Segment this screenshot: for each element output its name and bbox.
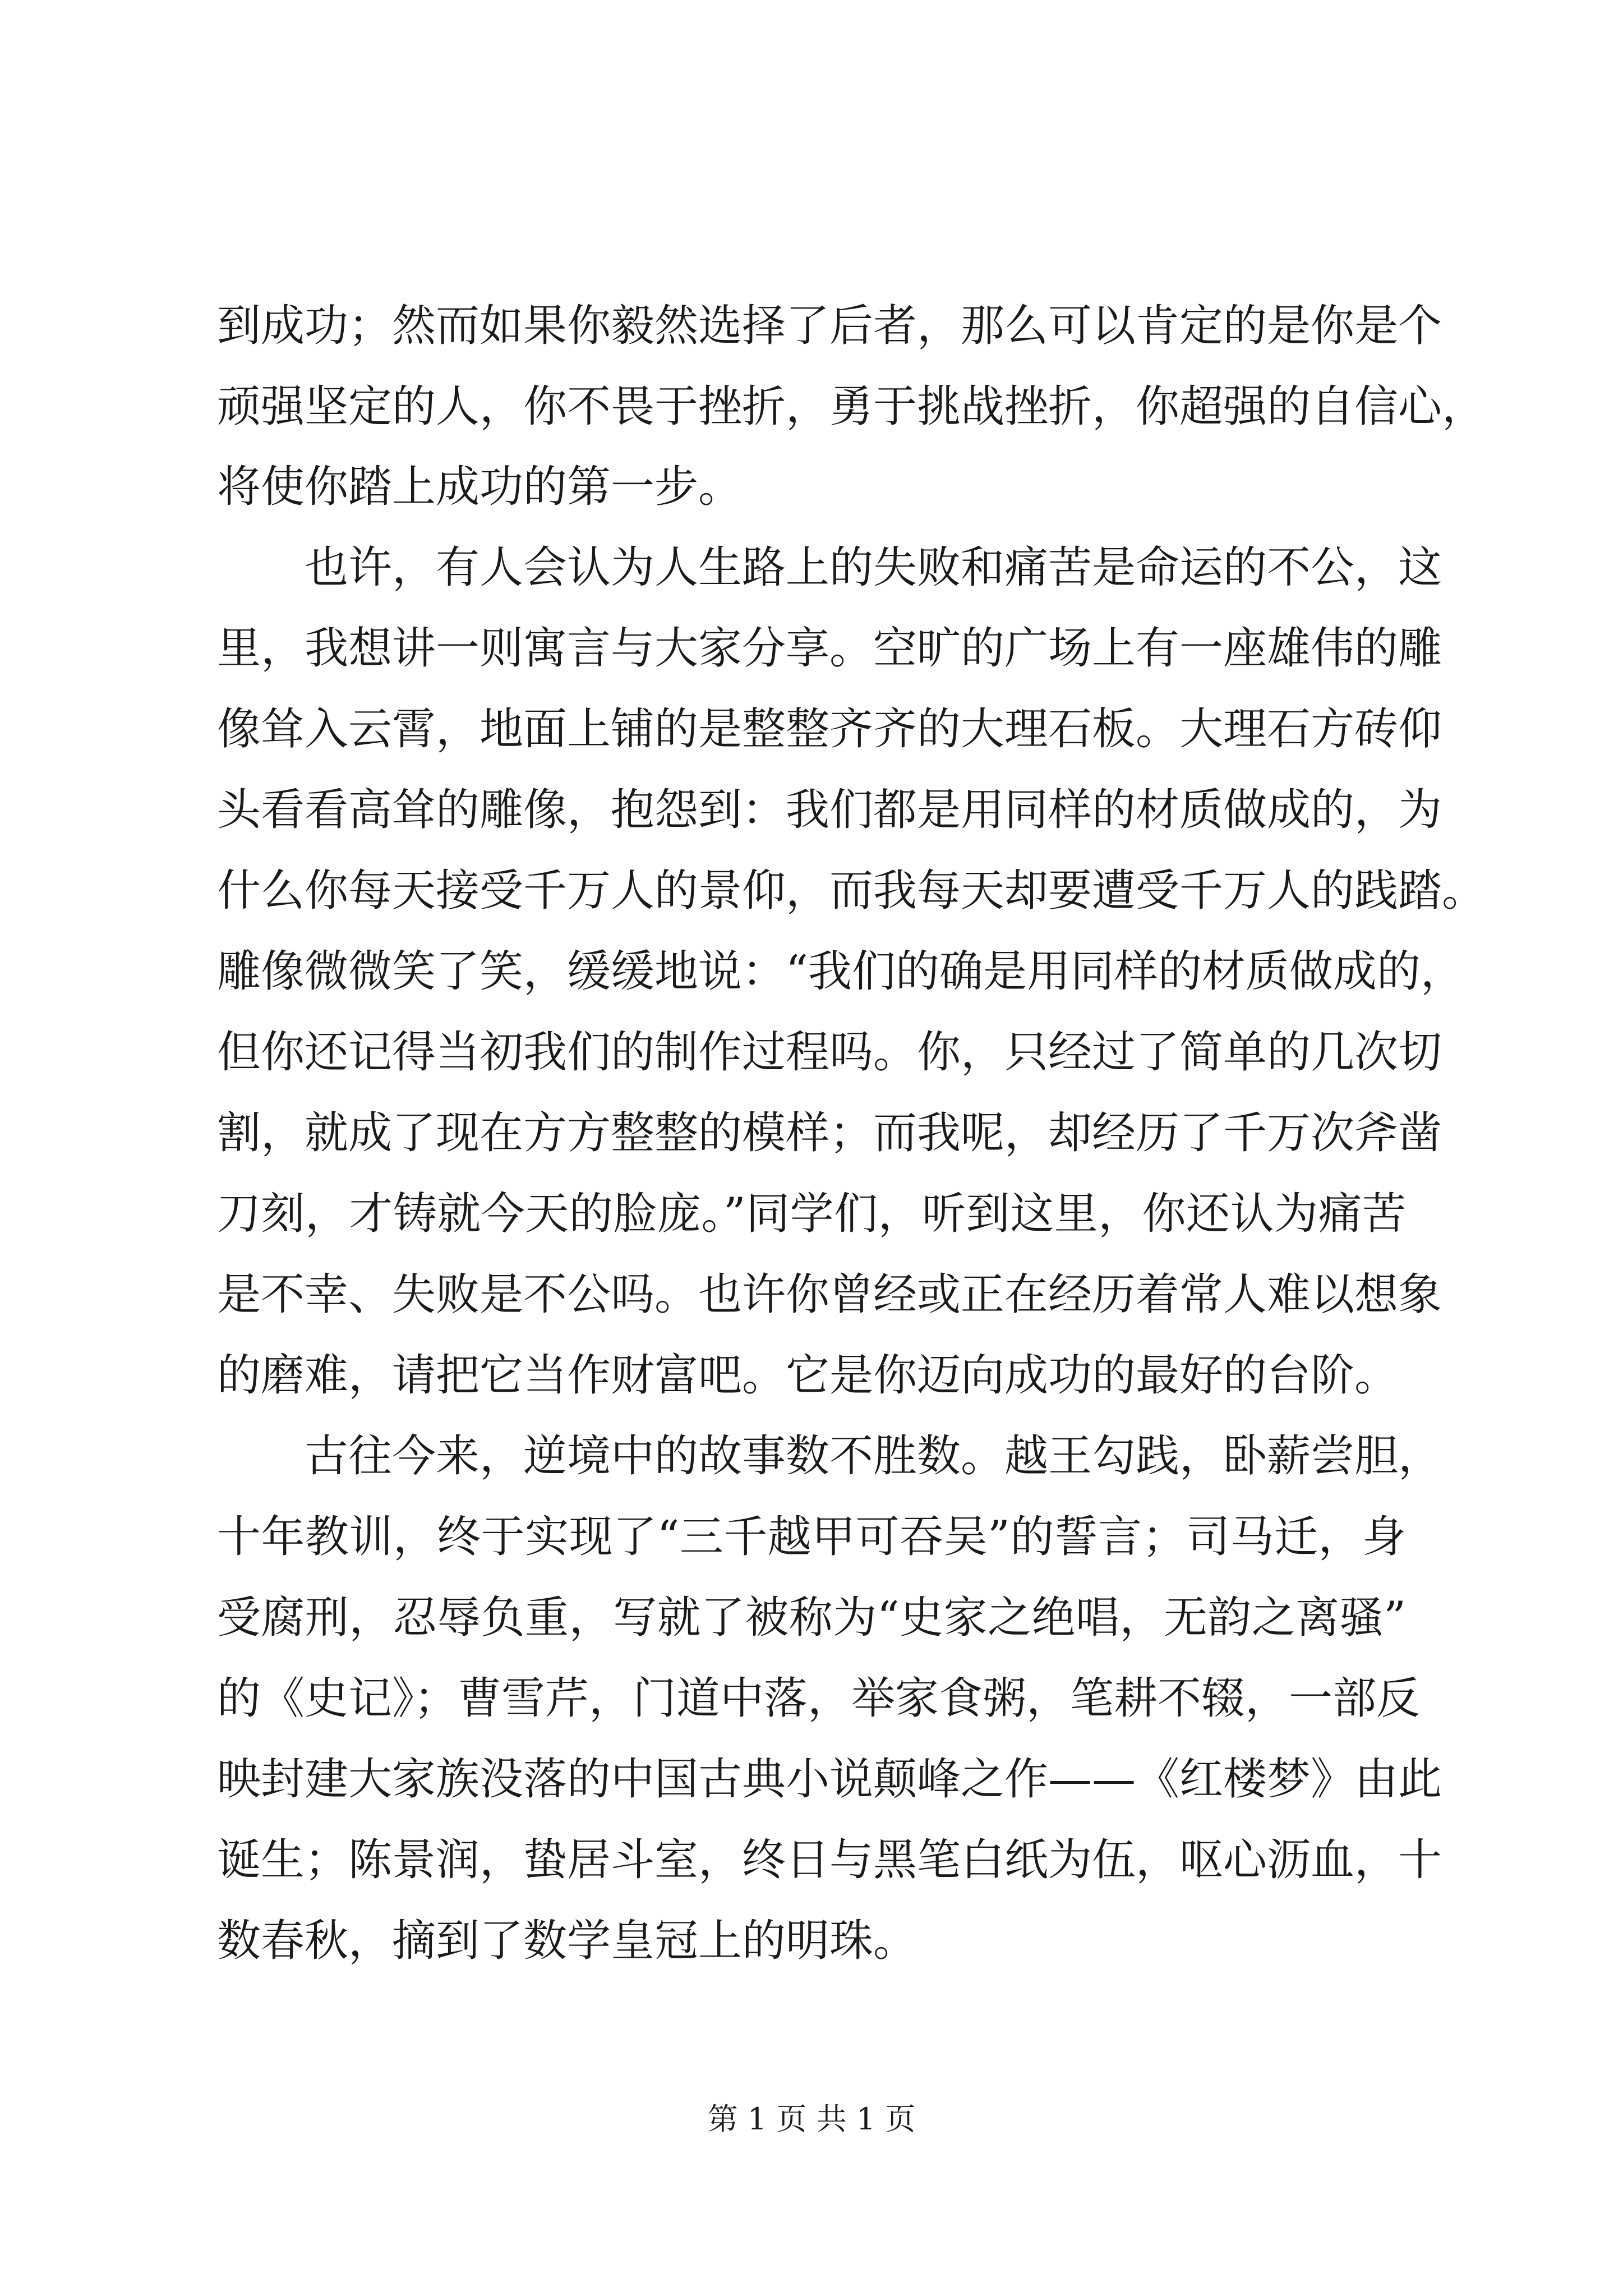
text-line: 的《史记》；曹雪芹，门道中落，举家食粥，笔耕不辍，一部反 (217, 1673, 1421, 1724)
text-line: 将使你踏上成功的第一步。 (217, 462, 743, 512)
text-line: 数春秋，摘到了数学皇冠上的明珠。 (217, 1916, 917, 1966)
text-line: 是不幸、失败是不公吗。也许你曾经或正在经历着常人难以想象 (217, 1269, 1442, 1320)
text-line: 头看看高耸的雕像，抱怨到：我们都是用同样的材质做成的，为 (217, 785, 1442, 835)
text-line: 像耸入云霄，地面上铺的是整整齐齐的大理石板。大理石方砖仰 (217, 704, 1442, 754)
text-line: 雕像微微笑了笑，缓缓地说：“我们的确是用同样的材质做成的， (217, 946, 1464, 997)
text-line: 什么你每天接受千万人的景仰，而我每天却要遭受千万人的践踏。 (217, 866, 1486, 916)
text-line: 到成功；然而如果你毅然选择了后者，那么可以肯定的是你是个 (217, 301, 1442, 351)
text-line: 里，我想讲一则寓言与大家分享。空旷的广场上有一座雄伟的雕 (217, 623, 1442, 674)
text-line: 十年教训，终于实现了“三千越甲可吞吴”的誓言；司马迁，身 (217, 1512, 1406, 1562)
text-line: 顽强坚定的人，你不畏于挫折，勇于挑战挫折，你超强的自信心， (217, 381, 1486, 432)
text-line: 受腐刑，忍辱负重，写就了被称为“史家之绝唱，无韵之离骚” (217, 1593, 1406, 1643)
text-line: 刀刻，才铸就今天的脸庞。”同学们，听到这里，你还认为痛苦 (217, 1189, 1406, 1239)
paragraph-first-line: 古往今来，逆境中的故事数不胜数。越王勾践，卧薪尝胆， (305, 1431, 1442, 1481)
text-line: 诞生；陈景润，蛰居斗室，终日与黑笔白纸为伍，呕心沥血，十 (217, 1835, 1442, 1885)
page-number-footer: 第 1 页 共 1 页 (707, 2101, 916, 2137)
text-line: 但你还记得当初我们的制作过程吗。你，只经过了简单的几次切 (217, 1027, 1442, 1078)
text-line: 的磨难，请把它当作财富吧。它是你迈向成功的最好的台阶。 (217, 1350, 1399, 1401)
text-line: 割，就成了现在方方整整的模样；而我呢，却经历了千万次斧凿 (217, 1108, 1442, 1158)
text-line: 映封建大家族没落的中国古典小说颠峰之作——《红楼梦》由此 (217, 1754, 1442, 1805)
paragraph-first-line: 也许，有人会认为人生路上的失败和痛苦是命运的不公，这 (305, 542, 1442, 593)
